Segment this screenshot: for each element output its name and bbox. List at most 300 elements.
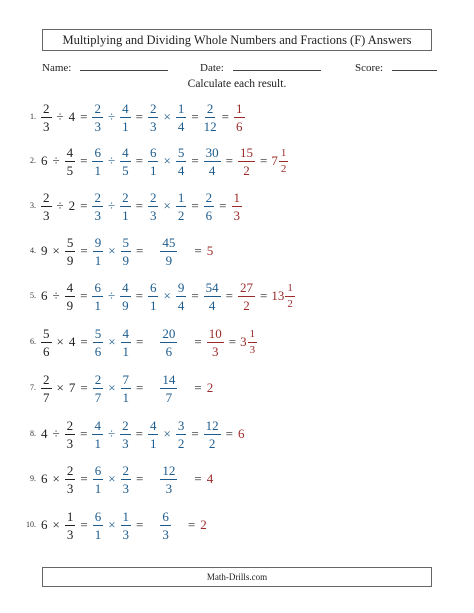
problem-row (0, 459, 474, 499)
denominator: 7 (94, 389, 102, 405)
fraction (148, 146, 159, 177)
numerator: 45 (162, 234, 176, 250)
problem-number: 9. (30, 474, 36, 483)
numerator: 5 (177, 144, 185, 160)
numerator: 12 (162, 462, 176, 478)
numerator: 2 (66, 462, 74, 478)
fraction (204, 146, 221, 177)
numerator: 7 (122, 371, 130, 387)
score-field[interactable] (355, 59, 437, 75)
numerator: 1 (236, 100, 243, 116)
problem-expression (40, 414, 246, 454)
operator: = (191, 109, 199, 124)
problem-row (0, 141, 474, 181)
denominator: 3 (122, 480, 130, 496)
whole-number: 2 (206, 380, 214, 395)
denominator: 3 (211, 343, 219, 359)
fraction (160, 327, 177, 358)
fraction (92, 102, 103, 133)
numerator: 2 (122, 417, 129, 433)
fraction (121, 464, 132, 495)
mixed-whole: 13 (271, 288, 285, 303)
fraction (93, 373, 104, 404)
date-field[interactable] (200, 59, 321, 75)
numerator: 2 (122, 189, 129, 205)
fraction (121, 327, 132, 358)
numerator: 10 (208, 325, 222, 341)
fraction (41, 102, 52, 133)
problem-number: 2. (30, 156, 36, 165)
operator: = (135, 109, 143, 124)
problem-number: 3. (30, 201, 36, 210)
fraction (204, 281, 221, 312)
problem-expression (40, 231, 214, 271)
fraction (93, 510, 104, 541)
fraction (160, 373, 177, 404)
operator: = (135, 198, 143, 213)
operator: = (136, 243, 144, 258)
mixed-whole: 3 (240, 334, 247, 349)
numerator: 2 (43, 371, 50, 387)
mixed-fraction (285, 283, 295, 310)
fraction (176, 191, 187, 222)
fraction (41, 327, 52, 358)
fraction (207, 327, 224, 358)
operator: = (80, 109, 88, 124)
operator: = (136, 380, 144, 395)
footer: Math-Drills.com (42, 567, 432, 587)
operator: = (194, 243, 202, 258)
numerator: 14 (162, 371, 176, 387)
numerator: 1 (248, 329, 258, 343)
operator: = (80, 243, 88, 258)
fraction (148, 191, 159, 222)
denominator: 1 (122, 118, 129, 134)
operator: = (136, 471, 144, 486)
whole-number: 9 (41, 243, 48, 258)
operator: ÷ (107, 198, 116, 213)
fraction (148, 281, 159, 312)
mixed-fraction (248, 329, 258, 356)
problem-expression (40, 97, 246, 137)
fraction (204, 191, 215, 222)
numerator: 5 (43, 325, 50, 341)
operator: = (80, 380, 88, 395)
fraction (65, 510, 76, 541)
whole-number: 4 (206, 471, 214, 486)
numerator: 27 (240, 279, 253, 295)
numerator: 4 (66, 144, 74, 160)
operator: = (194, 334, 202, 349)
fraction (41, 191, 52, 222)
problem-number: 4. (30, 246, 36, 255)
denominator: 4 (177, 297, 185, 313)
whole-number: 6 (41, 153, 48, 168)
denominator: 4 (208, 162, 216, 178)
operator: × (163, 426, 171, 441)
numerator: 6 (94, 462, 102, 478)
operator: × (163, 288, 171, 303)
numerator: 1 (177, 100, 185, 116)
mixed-number (271, 283, 296, 310)
denominator: 3 (43, 118, 50, 134)
operator: × (108, 471, 116, 486)
fraction (93, 236, 104, 267)
fraction (65, 146, 76, 177)
fraction (148, 102, 159, 133)
numerator: 3 (177, 417, 185, 433)
denominator: 6 (165, 343, 173, 359)
denominator: 9 (66, 297, 74, 313)
denominator: 2 (208, 435, 216, 451)
numerator: 2 (122, 462, 130, 478)
operator: × (56, 380, 64, 395)
operator: × (108, 334, 116, 349)
fraction (160, 464, 177, 495)
worksheet-title: Multiplying and Dividing Whole Numbers and Fractions (F) Answers (42, 29, 432, 51)
denominator: 1 (149, 162, 157, 178)
operator: × (52, 243, 60, 258)
denominator: 2 (280, 162, 287, 175)
denominator: 1 (122, 343, 130, 359)
denominator: 3 (122, 435, 129, 451)
denominator: 4 (208, 297, 216, 313)
operator: × (108, 517, 116, 532)
whole-number: 5 (206, 243, 214, 258)
numerator: 5 (122, 234, 130, 250)
numerator: 6 (94, 279, 101, 295)
whole-number: 2 (200, 517, 207, 532)
problem-expression (40, 459, 214, 499)
numerator: 20 (162, 325, 176, 341)
denominator: 6 (205, 207, 213, 223)
date-line (233, 59, 321, 71)
numerator: 4 (122, 144, 129, 160)
numerator: 2 (205, 189, 213, 205)
fraction (120, 102, 131, 133)
denominator: 3 (149, 207, 157, 223)
problem-expression (40, 141, 289, 181)
denominator: 3 (66, 526, 74, 542)
fraction (176, 102, 187, 133)
whole-number: 6 (41, 288, 48, 303)
score-line (392, 59, 437, 71)
fraction (93, 464, 104, 495)
operator: = (225, 288, 233, 303)
denominator: 7 (43, 389, 50, 405)
fraction (176, 419, 187, 450)
denominator: 9 (66, 252, 74, 268)
fraction (120, 419, 131, 450)
numerator: 1 (285, 283, 295, 297)
fraction (120, 191, 131, 222)
numerator: 1 (233, 189, 240, 205)
denominator: 1 (94, 526, 102, 542)
problem-expression (40, 505, 208, 545)
numerator: 5 (66, 234, 74, 250)
numerator: 54 (205, 279, 219, 295)
denominator: 2 (243, 162, 250, 178)
operator: ÷ (52, 153, 60, 168)
denominator: 2 (243, 297, 250, 313)
problem-row (0, 368, 474, 408)
fraction (65, 236, 76, 267)
numerator: 1 (122, 508, 130, 524)
fraction (65, 464, 76, 495)
fraction (41, 373, 52, 404)
operator: = (221, 109, 229, 124)
fraction (93, 327, 104, 358)
denominator: 3 (94, 118, 101, 134)
denominator: 3 (94, 207, 101, 223)
denominator: 1 (122, 389, 130, 405)
numerator: 2 (43, 189, 50, 205)
operator: × (108, 380, 116, 395)
numerator: 4 (122, 279, 129, 295)
fraction (238, 281, 255, 312)
denominator: 2 (287, 297, 293, 310)
numerator: 12 (205, 417, 219, 433)
operator: = (219, 198, 227, 213)
denominator: 3 (162, 526, 169, 542)
denominator: 1 (122, 207, 129, 223)
fraction (204, 419, 221, 450)
operator: ÷ (107, 288, 116, 303)
numerator: 6 (162, 508, 169, 524)
problem-number: 5. (30, 291, 36, 300)
whole-number: 6 (41, 517, 48, 532)
operator: × (163, 198, 171, 213)
denominator: 1 (94, 252, 102, 268)
numerator: 4 (122, 325, 130, 341)
numerator: 4 (94, 417, 101, 433)
denominator: 3 (43, 207, 50, 223)
problem-number: 7. (30, 383, 36, 392)
operator: = (136, 334, 144, 349)
numerator: 2 (94, 189, 101, 205)
problem-number: 6. (30, 337, 36, 346)
denominator: 6 (94, 343, 102, 359)
fraction (148, 419, 159, 450)
fraction (121, 510, 132, 541)
numerator: 6 (94, 508, 102, 524)
fraction (65, 419, 76, 450)
denominator: 3 (249, 343, 256, 356)
denominator: 3 (233, 207, 240, 223)
numerator: 2 (43, 100, 50, 116)
name-line (80, 59, 168, 71)
problem-expression (40, 186, 243, 226)
fraction (92, 146, 103, 177)
problem-row (0, 186, 474, 226)
operator: × (163, 153, 171, 168)
denominator: 9 (165, 252, 173, 268)
operator: = (260, 288, 268, 303)
fraction (120, 281, 131, 312)
name-field[interactable] (42, 59, 168, 75)
numerator: 2 (66, 417, 74, 433)
numerator: 2 (149, 100, 157, 116)
numerator: 4 (149, 417, 157, 433)
denominator: 3 (165, 480, 173, 496)
operator: = (191, 426, 199, 441)
denominator: 1 (94, 480, 102, 496)
operator: = (80, 288, 88, 303)
problem-row (0, 97, 474, 137)
operator: ÷ (107, 153, 116, 168)
operator: = (191, 153, 199, 168)
operator: = (135, 153, 143, 168)
denominator: 9 (122, 252, 130, 268)
numerator: 1 (177, 189, 185, 205)
denominator: 6 (236, 118, 243, 134)
mixed-whole: 7 (271, 153, 278, 168)
denominator: 9 (122, 297, 129, 313)
operator: = (136, 517, 144, 532)
operator: × (56, 334, 64, 349)
fraction (232, 191, 243, 222)
operator: × (52, 471, 60, 486)
operator: = (80, 517, 88, 532)
operator: = (80, 426, 88, 441)
operator: = (80, 471, 88, 486)
numerator: 1 (279, 148, 289, 162)
fraction (204, 102, 217, 133)
numerator: 4 (66, 279, 74, 295)
operator: ÷ (56, 109, 64, 124)
whole-number: 4 (41, 426, 48, 441)
problem-expression (40, 368, 214, 408)
operator: = (191, 288, 199, 303)
operator: = (80, 198, 88, 213)
denominator: 4 (177, 162, 185, 178)
fraction (65, 281, 76, 312)
numerator: 6 (149, 144, 157, 160)
mixed-number (240, 329, 258, 356)
fraction (92, 419, 103, 450)
operator: = (135, 426, 143, 441)
fraction (176, 281, 187, 312)
fraction (121, 236, 132, 267)
numerator: 1 (66, 508, 74, 524)
numerator: 6 (94, 144, 101, 160)
problem-row (0, 414, 474, 454)
operator: = (135, 288, 143, 303)
date-label: Date: (200, 62, 224, 74)
fraction (238, 146, 255, 177)
operator: = (260, 153, 268, 168)
denominator: 3 (122, 526, 130, 542)
denominator: 2 (177, 435, 185, 451)
problem-number: 1. (30, 112, 36, 121)
operator: × (108, 243, 116, 258)
whole-number: 2 (68, 198, 76, 213)
operator: × (52, 517, 60, 532)
operator: ÷ (52, 426, 60, 441)
denominator: 1 (94, 435, 101, 451)
denominator: 3 (149, 118, 157, 134)
instructions: Calculate each result. (187, 78, 287, 90)
whole-number: 6 (238, 426, 245, 441)
numerator: 9 (177, 279, 185, 295)
name-label: Name: (42, 62, 72, 74)
whole-number: 4 (68, 334, 76, 349)
denominator: 6 (43, 343, 50, 359)
problem-expression (40, 276, 296, 316)
operator: = (225, 153, 233, 168)
operator: = (80, 153, 88, 168)
operator: = (191, 198, 199, 213)
operator: × (163, 109, 171, 124)
problem-row (0, 276, 474, 316)
denominator: 7 (165, 389, 173, 405)
problem-number: 10. (26, 520, 36, 529)
mixed-fraction (279, 148, 289, 175)
operator: = (80, 334, 88, 349)
numerator: 2 (94, 100, 101, 116)
whole-number: 4 (68, 109, 76, 124)
fraction (234, 102, 245, 133)
problem-row (0, 505, 474, 545)
operator: = (228, 334, 237, 349)
score-label: Score: (355, 62, 384, 74)
operator: ÷ (107, 426, 116, 441)
fraction (160, 510, 171, 541)
numerator: 2 (94, 371, 102, 387)
numerator: 6 (149, 279, 157, 295)
operator: = (194, 380, 202, 395)
denominator: 3 (66, 435, 74, 451)
whole-number: 6 (41, 471, 48, 486)
denominator: 1 (149, 297, 157, 313)
operator: = (194, 471, 202, 486)
denominator: 5 (66, 162, 74, 178)
fraction (92, 281, 103, 312)
fraction (160, 236, 177, 267)
denominator: 1 (149, 435, 157, 451)
fraction (120, 146, 131, 177)
numerator: 4 (122, 100, 129, 116)
mixed-number (271, 148, 289, 175)
problem-expression (40, 322, 258, 362)
numerator: 5 (94, 325, 102, 341)
denominator: 2 (177, 207, 185, 223)
problem-number: 8. (30, 429, 36, 438)
denominator: 1 (94, 297, 101, 313)
numerator: 2 (206, 100, 214, 116)
fraction (121, 373, 132, 404)
denominator: 12 (203, 118, 217, 134)
numerator: 2 (149, 189, 157, 205)
denominator: 5 (122, 162, 129, 178)
fraction (92, 191, 103, 222)
numerator: 9 (94, 234, 102, 250)
numerator: 30 (205, 144, 219, 160)
denominator: 4 (177, 118, 185, 134)
operator: = (187, 517, 196, 532)
operator: = (225, 426, 233, 441)
numerator: 15 (240, 144, 253, 160)
denominator: 1 (94, 162, 101, 178)
operator: ÷ (107, 109, 116, 124)
fraction (176, 146, 187, 177)
problem-row (0, 231, 474, 271)
operator: ÷ (52, 288, 60, 303)
problem-row (0, 322, 474, 362)
whole-number: 7 (68, 380, 76, 395)
denominator: 3 (66, 480, 74, 496)
operator: ÷ (56, 198, 64, 213)
